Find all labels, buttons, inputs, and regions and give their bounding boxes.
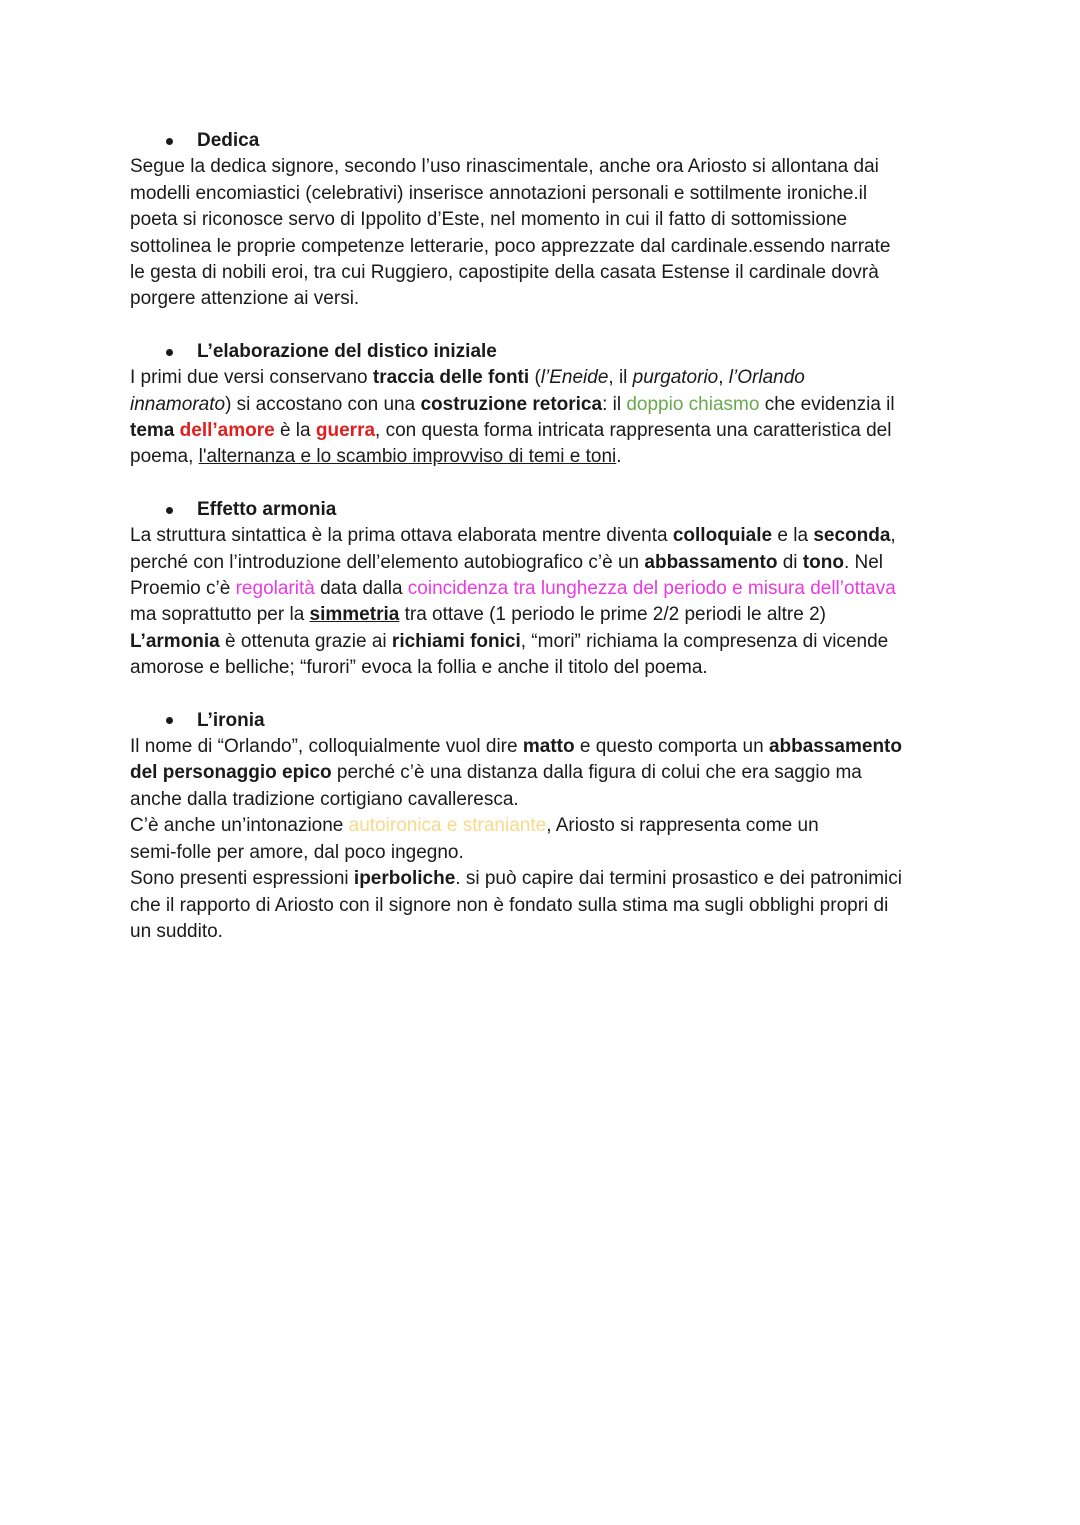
bold-text: tema (130, 420, 180, 442)
text-run: tra ottave (1 periodo le prime 2/2 periodi le altre 2) (399, 604, 826, 626)
bold-text: seconda (813, 525, 891, 547)
text-run: che evidenzia il (759, 393, 895, 415)
text-run: , il (608, 367, 633, 389)
text-run: di (777, 551, 803, 573)
italic-text: l’Eneide (540, 367, 609, 389)
bold-text: iperboliche (353, 868, 456, 890)
text-run: perché c’è una distanza dalla figura di colui che era saggio ma (331, 762, 862, 784)
text-run: , (890, 525, 896, 547)
underlined-text: l'alternanza e lo scambio improvviso di temi e toni (198, 446, 617, 468)
text-run: Sono presenti espressioni (130, 868, 354, 890)
bold-text: traccia delle fonti (372, 367, 530, 389)
text-run: . Nel (843, 551, 884, 573)
bullet-icon (166, 507, 173, 514)
paragraph (130, 734, 960, 945)
text-run: anche dalla tradizione cortigiano cavalleresca. (130, 788, 519, 810)
text-run: è ottenuta grazie ai (219, 630, 392, 652)
bullet-icon (166, 717, 173, 724)
text-run: , con questa forma intricata rappresenta una caratteristica del (375, 420, 892, 442)
yellow-highlight-text: autoironica e straniante (348, 815, 547, 837)
pink-highlight-text: coincidenza tra lunghezza del periodo e misura dell’ottava (407, 578, 896, 600)
red-bold-text: dell’amore (179, 420, 275, 442)
red-bold-text: guerra (315, 420, 376, 442)
bold-text: L’armonia (130, 630, 220, 652)
heading-text: Effetto armonia (197, 498, 337, 520)
text-run: , (718, 367, 729, 389)
pink-highlight-text: regolarità (235, 578, 315, 600)
heading-text: Dedica (197, 130, 260, 151)
text-line: Segue la dedica signore, secondo l’uso rinascimentale, anche ora Ariosto si allontana dai (130, 156, 879, 178)
text-run: Proemio c’è (130, 578, 236, 600)
text-run: , “mori” richiama la compresenza di vicende (520, 630, 889, 652)
text-line: poeta si riconosce servo di Ippolito d’Este, nel momento in cui il fatto di sottomissione (130, 209, 848, 231)
bold-text: tono (802, 551, 844, 573)
heading-text: L’ironia (197, 709, 265, 731)
text-run: perché con l’introduzione dell’elemento autobiografico c’è un (130, 551, 645, 573)
text-run: ma soprattutto per la (130, 604, 310, 626)
bold-text: abbassamento (644, 551, 778, 573)
italic-text: purgatorio (632, 367, 719, 389)
section-dedica (130, 128, 960, 313)
heading-text: L’elaborazione del distico iniziale (197, 340, 497, 362)
text-run: amorose e belliche; “furori” evoca la follia e anche il titolo del poema. (130, 657, 708, 679)
text-run: poema, (130, 446, 199, 468)
bold-text: richiami fonici (391, 630, 521, 652)
text-run: , Ariosto si rappresenta come un (546, 815, 819, 837)
text-run: C’è anche un’intonazione (130, 815, 349, 837)
text-run: . (616, 446, 622, 468)
paragraph (130, 154, 960, 312)
text-run: . si può capire dai termini prosastico e dei patronimici (455, 868, 902, 890)
bold-text: del personaggio epico (130, 762, 332, 784)
text-run: La struttura sintattica è la prima ottava elaborata mentre diventa (130, 525, 673, 547)
section-heading (166, 708, 960, 734)
text-run: e questo comporta un (574, 736, 769, 758)
section-heading (166, 128, 960, 154)
text-run: semi-folle per amore, dal poco ingegno. (130, 841, 464, 863)
text-run: I primi due versi conservano (130, 367, 373, 389)
section-ironia (130, 708, 960, 946)
text-run: Il nome di “Orlando”, colloquialmente vuol dire (130, 736, 523, 758)
text-run: è la (274, 420, 316, 442)
document-page (130, 128, 960, 971)
section-heading (166, 497, 960, 523)
section-armonia (130, 497, 960, 682)
text-run: data dalla (314, 578, 408, 600)
text-run: e la (772, 525, 814, 547)
text-run: ) si accostano con una (225, 393, 421, 415)
text-line: sottolinea le proprie competenze letterarie, poco apprezzate dal cardinale.essendo narrate (130, 235, 891, 257)
text-line: modelli encomiastici (celebrativi) inserisce annotazioni personali e sottilmente ironiche.il (130, 182, 868, 204)
section-distico (130, 339, 960, 471)
bold-text: matto (522, 736, 575, 758)
bold-text: abbassamento (768, 736, 902, 758)
text-line: le gesta di nobili eroi, tra cui Ruggiero, capostipite della casata Estense il cardinale dovrà (130, 262, 879, 284)
text-run: : il (602, 393, 627, 415)
green-highlight-text: doppio chiasmo (626, 393, 760, 415)
text-run: che il rapporto di Ariosto con il signore non è fondato sulla stima ma sugli obblighi propri di (130, 894, 889, 916)
paragraph (130, 365, 960, 471)
text-run: ( (529, 367, 541, 389)
bullet-icon (166, 349, 173, 356)
italic-text: innamorato (130, 393, 226, 415)
paragraph (130, 523, 960, 681)
text-line: porgere attenzione ai versi. (130, 288, 360, 310)
section-heading (166, 339, 960, 365)
bullet-icon (166, 138, 173, 145)
italic-text: l’Orlando (728, 367, 805, 389)
text-run: un suddito. (130, 920, 223, 942)
bold-text: costruzione retorica (420, 393, 603, 415)
bold-text: colloquiale (672, 525, 773, 547)
bold-underlined-text: simmetria (309, 604, 400, 626)
